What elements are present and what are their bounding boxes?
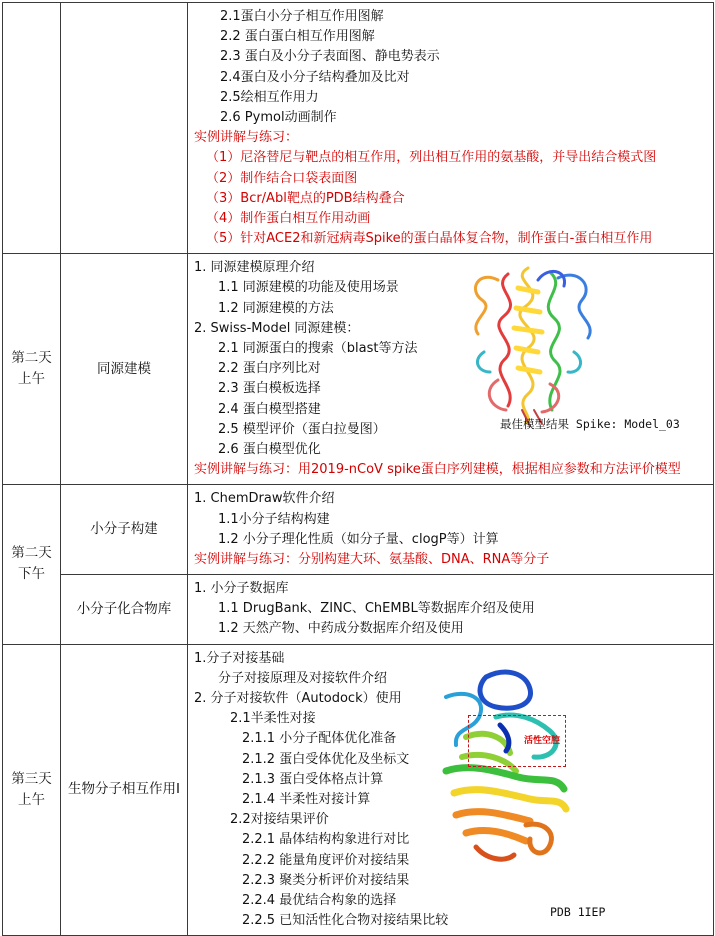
day-cell <box>3 3 61 254</box>
syllabus-line: 2.2.3 聚类分析评价对接结果 <box>242 872 410 888</box>
syllabus-line: 2.3 蛋白及小分子表面图、静电势表示 <box>220 49 440 65</box>
exercise-line: （4）制作蛋白相互作用动画 <box>206 210 371 226</box>
syllabus-line: 2.1.4 半柔性对接计算 <box>242 791 371 807</box>
syllabus-line: 1.1小分子结构构建 <box>218 511 330 527</box>
syllabus-line: 2.2.4 最优结合构象的选择 <box>242 892 397 908</box>
syllabus-line: 1. 小分子数据库 <box>194 581 289 597</box>
topic-label: 生物分子相互作用I <box>68 781 180 798</box>
syllabus-line: 2.4蛋白及小分子结构叠加及比对 <box>220 69 410 85</box>
exercise-line: 实例讲解与练习：用2019-nCoV spike蛋白序列建模，根据相应参数和方法评价模型 <box>194 462 681 478</box>
active-site-label: 活性空腔 <box>524 735 561 746</box>
figure-caption: 最佳模型结果 Spike: Model_03 <box>500 417 680 432</box>
content-cell <box>188 3 714 254</box>
syllabus-line: 2. Swiss-Model 同源建模： <box>194 320 360 336</box>
schedule-row-docking <box>3 644 714 936</box>
topic-cell <box>61 644 188 936</box>
day-cell <box>3 485 61 644</box>
syllabus-line: 2.1半柔性对接 <box>230 711 316 727</box>
schedule-row-pymol <box>3 3 714 254</box>
syllabus-line: 2.1蛋白小分子相互作用图解 <box>220 9 384 24</box>
exercise-line: （1）尼洛替尼与靶点的相互作用，列出相互作用的氨基酸，并导出结合模式图 <box>206 150 657 166</box>
topic-cell: 小分子化合物库 <box>61 575 188 645</box>
syllabus-line: 1. 同源建模原理介绍 <box>194 260 315 276</box>
day-label: 第二天下午 <box>11 545 52 583</box>
syllabus-line: 2.2.2 能量角度评价对接结果 <box>242 852 410 868</box>
syllabus-line: 1.2 小分子理化性质（如分子量、clogP等）计算 <box>218 531 499 547</box>
exercise-line: （2）制作结合口袋表面图 <box>206 170 358 186</box>
content-cell <box>188 644 714 936</box>
day-cell <box>3 644 61 936</box>
syllabus-line: 2.3 蛋白模板选择 <box>218 381 321 397</box>
syllabus-line: 1.分子对接基础 <box>194 650 285 666</box>
syllabus-line: 1.2 同源建模的方法 <box>218 300 334 316</box>
exercise-line: 实例讲解与练习： <box>194 130 299 146</box>
syllabus-line: 1. ChemDraw软件介绍 <box>194 491 335 507</box>
exercise-line: （3）Bcr/Abl靶点的PDB结构叠合 <box>206 190 405 206</box>
syllabus-line: 2.1.1 小分子配体优化准备 <box>242 731 397 747</box>
content-cell <box>188 575 714 645</box>
day-label: 第二天上午 <box>11 350 52 388</box>
schedule-row-compound-library <box>3 575 714 645</box>
day-cell <box>3 254 61 485</box>
topic-cell: 同源建模 <box>61 254 188 485</box>
exercise-line: 实例讲解与练习：分别构建大环、氨基酸、DNA、RNA等分子 <box>194 551 550 567</box>
syllabus-line: 1.1 DrugBank、ZINC、ChEMBL等数据库介绍及使用 <box>218 601 535 617</box>
course-schedule-table <box>2 2 714 936</box>
schedule-row-small-molecule <box>3 485 714 575</box>
syllabus-line: 1.2 天然产物、中药成分数据库介绍及使用 <box>218 621 464 637</box>
syllabus-line: 2.2.1 晶体结构构象进行对比 <box>242 832 410 848</box>
syllabus-line: 2.2 蛋白蛋白相互作用图解 <box>220 29 375 45</box>
topic-cell: 小分子构建 <box>61 485 188 575</box>
syllabus-line: 2.2.5 已知活性化合物对接结果比较 <box>242 913 449 929</box>
figure-caption: PDB 1IEP <box>550 904 606 919</box>
content-cell <box>188 254 714 485</box>
syllabus-line: 2.2对接结果评价 <box>230 812 329 828</box>
exercise-line: （5）针对ACE2和新冠病毒Spike的蛋白晶体复合物，制作蛋白-蛋白相互作用 <box>206 231 653 247</box>
day-label: 第三天上午 <box>11 770 52 808</box>
syllabus-line: 2.5 模型评价（蛋白拉曼图） <box>218 421 386 437</box>
syllabus-line: 2.5绘相互作用力 <box>220 89 319 105</box>
syllabus-line: 分子对接原理及对接软件介绍 <box>218 670 388 686</box>
syllabus-line: 1.1 同源建模的功能及使用场景 <box>218 280 399 296</box>
content-cell <box>188 485 714 575</box>
syllabus-line: 2.6 Pymol动画制作 <box>220 109 337 125</box>
syllabus-line: 2.2 蛋白序列比对 <box>218 361 321 377</box>
syllabus-line: 2.1 同源蛋白的搜索（blast等方法 <box>218 341 418 356</box>
syllabus-line: 2.1.2 蛋白受体优化及坐标文 <box>242 751 410 767</box>
topic-cell <box>61 3 188 254</box>
syllabus-line: 2.1.3 蛋白受体格点计算 <box>242 771 384 787</box>
syllabus-line: 2.6 蛋白模型优化 <box>218 441 321 457</box>
schedule-row-homology <box>3 254 714 485</box>
syllabus-line: 2.4 蛋白模型搭建 <box>218 401 321 417</box>
protein-docking-figure <box>426 667 576 867</box>
syllabus-line: 2. 分子对接软件（Autodock）使用 <box>194 691 402 706</box>
spike-protein-figure <box>438 260 618 428</box>
